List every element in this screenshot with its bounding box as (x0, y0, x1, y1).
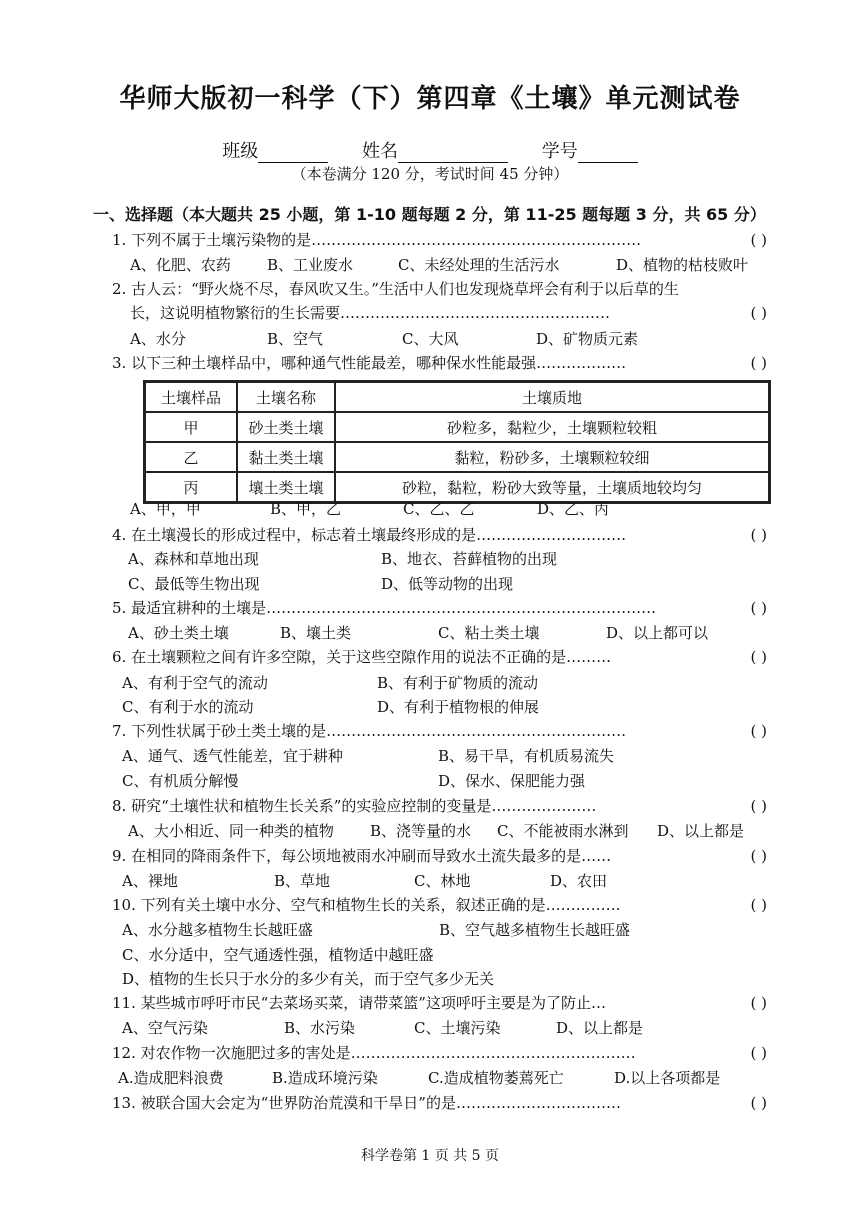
table-header: 土壤样品 (145, 382, 238, 413)
table-cell: 砂粒，黏粒，粉砂大致等量，土壤质地较均匀 (335, 472, 770, 503)
option-d: D、农田 (550, 872, 608, 890)
option-b: B、甲，乙 (270, 500, 342, 518)
class-label: 班级 (222, 141, 259, 162)
class-blank[interactable] (258, 144, 328, 163)
option-c: C、有机质分解慢 (122, 772, 239, 790)
option-b: B、空气越多植物生长越旺盛 (439, 921, 631, 939)
table-header-row (145, 382, 770, 413)
question-stem: 12. 对农作物一次施肥过多的害处是………………………………………………… (112, 1044, 636, 1062)
answer-paren[interactable]: ( ) (750, 797, 767, 815)
question-3 (112, 351, 767, 382)
option-b: B、易干旱，有机质易流失 (438, 747, 615, 765)
question-stem: 长，这说明植物繁衍的生长需要……………………………………………… (130, 304, 611, 322)
option-a: A、水分 (130, 330, 186, 348)
option-a: A、森林和草地出现 (128, 550, 259, 568)
name-blank[interactable] (398, 144, 508, 163)
question-stem: 13. 被联合国大会定为“世界防治荒漠和干旱日”的是…………………………… (112, 1094, 621, 1112)
question-stem: 9. 在相同的降雨条件下，每公顷地被雨水冲刷而导致水土流失最多的是…… (112, 847, 612, 865)
question-stem: 4. 在土壤漫长的形成过程中，标志着土壤最终形成的是………………………… (112, 526, 627, 544)
section-heading: 一、选择题（本大题共 25 小题，第 1-10 题每题 2 分，第 11-25 题每题 3 分，共 65 分） (93, 205, 766, 224)
option-c: C、最低等生物出现 (128, 575, 260, 593)
name-label: 姓名 (362, 141, 398, 162)
option-d: D、保水、保肥能力强 (438, 772, 586, 790)
answer-paren[interactable]: ( ) (750, 526, 767, 544)
answer-paren[interactable]: ( ) (750, 994, 767, 1012)
exam-note: （本卷满分 120 分，考试时间 45 分钟） (291, 165, 569, 183)
table-cell: 砂粒多，黏粒少，土壤颗粒较粗 (335, 412, 770, 442)
student-info-line (0, 137, 860, 163)
option-c: C、乙、乙 (403, 500, 475, 518)
question-13 (112, 1091, 767, 1122)
option-a: A、甲，甲 (130, 500, 201, 518)
table-cell: 黏粒，粉砂多，土壤颗粒较细 (335, 442, 770, 472)
option-b: B.造成环境污染 (272, 1069, 378, 1087)
option-c: C、未经处理的生活污水 (398, 256, 560, 274)
option-b: B、空气 (267, 330, 324, 348)
option-d: D、乙、丙 (537, 500, 610, 518)
answer-paren[interactable]: ( ) (750, 354, 767, 372)
table-row (145, 442, 770, 472)
table-header: 土壤质地 (335, 382, 770, 413)
table-cell: 甲 (145, 412, 238, 442)
option-c: C、大风 (402, 330, 459, 348)
option-c: C、粘土类土壤 (438, 624, 540, 642)
option-a: A、有利于空气的流动 (122, 674, 268, 692)
question-stem: 11. 某些城市呼吁市民“去菜场买菜，请带菜篮”这项呼吁主要是为了防止… (112, 994, 606, 1012)
question-stem: 6. 在土壤颗粒之间有许多空隙，关于这些空隙作用的说法不正确的是……… (112, 648, 612, 666)
option-d: D、矿物质元素 (536, 330, 639, 348)
option-d: D、以上都可以 (606, 624, 709, 642)
table-cell: 砂土类土壤 (237, 412, 335, 442)
option-d: D、低等动物的出现 (381, 575, 514, 593)
question-stem: 3. 以下三种土壤样品中，哪种通气性能最差，哪种保水性能最强……………… (112, 354, 627, 372)
option-b: B、壤土类 (280, 624, 352, 642)
question-stem: 8. 研究“土壤性状和植物生长关系”的实验应控制的变量是………………… (112, 797, 597, 815)
table-cell: 丙 (145, 472, 238, 503)
question-stem: 10. 下列有关土壤中水分、空气和植物生长的关系，叙述正确的是…………… (112, 896, 621, 914)
option-c: C、有利于水的流动 (122, 698, 254, 716)
option-b: B、工业废水 (267, 256, 354, 274)
soil-table (143, 380, 771, 504)
table-cell: 壤土类土壤 (237, 472, 335, 503)
option-c: C、林地 (414, 872, 471, 890)
option-a: A、空气污染 (122, 1019, 208, 1037)
option-d: D.以上各项都是 (614, 1069, 721, 1087)
answer-paren[interactable]: ( ) (750, 847, 767, 865)
option-b: B、草地 (274, 872, 331, 890)
page-title: 华师大版初一科学（下）第四章《土壤》单元测试卷 (119, 84, 741, 114)
table-cell: 乙 (145, 442, 238, 472)
number-blank[interactable] (578, 144, 638, 163)
option-a: A.造成肥料浪费 (118, 1069, 224, 1087)
table-header: 土壤名称 (237, 382, 335, 413)
answer-paren[interactable]: ( ) (750, 648, 767, 666)
question-stem: 2. 古人云：“野火烧不尽，春风吹又生。”生活中人们也发现烧草坪会有利于以后草的生 (112, 280, 679, 298)
option-d: D、植物的枯枝败叶 (616, 256, 749, 274)
option-a: A、通气、透气性能差，宜于耕种 (122, 747, 343, 765)
option-c: C、土壤污染 (414, 1019, 501, 1037)
option-a: A、砂土类土壤 (128, 624, 229, 642)
option-d: D、以上都是 (556, 1019, 644, 1037)
number-label: 学号 (541, 141, 578, 162)
table-row (145, 412, 770, 442)
question-stem: 1. 下列不属于土壤污染物的是………………………………………………………… (112, 231, 642, 249)
option-a: A、裸地 (122, 872, 178, 890)
table-cell: 黏土类土壤 (237, 442, 335, 472)
answer-paren[interactable]: ( ) (750, 304, 767, 322)
option-a: A、大小相近、同一种类的植物 (128, 822, 334, 840)
option-d: D、有利于植物根的伸展 (377, 698, 540, 716)
question-stem: 7. 下列性状属于砂土类土壤的是…………………………………………………… (112, 722, 627, 740)
option-a: A、化肥、农药 (130, 256, 231, 274)
option-b: B、浇等量的水 (370, 822, 472, 840)
answer-paren[interactable]: ( ) (750, 231, 767, 249)
question-stem: 5. 最适宜耕种的土壤是…………………………………………………………………… (112, 599, 657, 617)
option-c: C、水分适中，空气通透性强，植物适中越旺盛 (122, 946, 434, 964)
option-c: C、不能被雨水淋到 (497, 822, 629, 840)
option-b: B、水污染 (284, 1019, 356, 1037)
option-d: D、植物的生长只于水分的多少有关，而于空气多少无关 (122, 970, 495, 988)
option-d: D、以上都是 (657, 822, 745, 840)
answer-paren[interactable]: ( ) (750, 722, 767, 740)
answer-paren[interactable]: ( ) (750, 896, 767, 914)
answer-paren[interactable]: ( ) (750, 1094, 767, 1112)
option-b: B、地衣、苔藓植物的出现 (381, 550, 558, 568)
answer-paren[interactable]: ( ) (750, 1044, 767, 1062)
answer-paren[interactable]: ( ) (750, 599, 767, 617)
page-footer: 科学卷第 1 页 共 5 页 (360, 1148, 500, 1164)
option-b: B、有利于矿物质的流动 (377, 674, 539, 692)
option-a: A、水分越多植物生长越旺盛 (122, 921, 313, 939)
option-c: C.造成植物萎蔫死亡 (428, 1069, 564, 1087)
